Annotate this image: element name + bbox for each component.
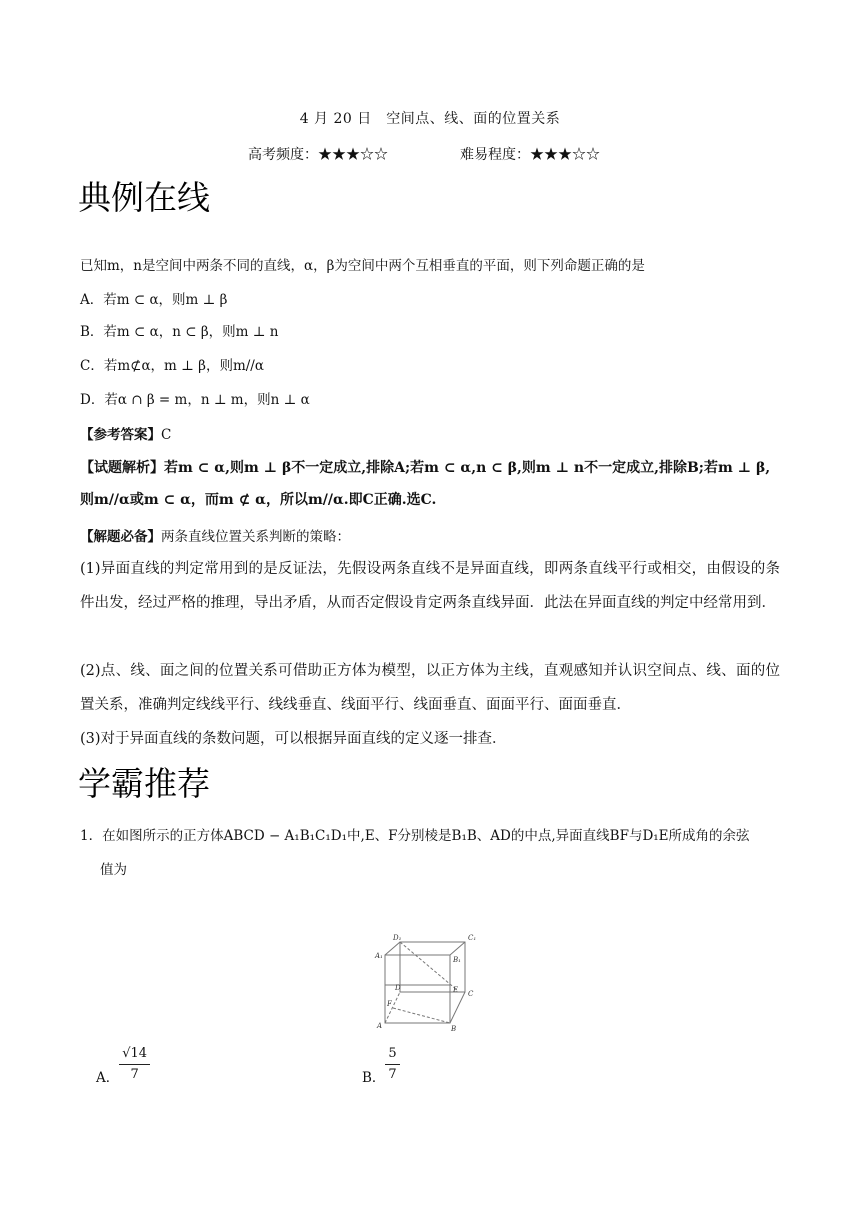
label-b: B <box>451 1025 457 1033</box>
method-point-1: (1)异面直线的判定常用到的是反证法，先假设两条直线不是异面直线，即两条直线平行或相交，由假设的条件出发，经过严格的推理，导出矛盾，从而否定假设肯定两条直线异面．此法在异面直线的判定中经常用到． <box>80 561 780 611</box>
choice-a <box>96 1044 150 1088</box>
cube-figure <box>365 930 495 1035</box>
option-b: B．若m ⊂ α，n ⊂ β，则m ⊥ n <box>80 324 279 340</box>
choice-b-label: B． <box>362 1070 386 1086</box>
analysis-line-1 <box>80 458 770 478</box>
option-d: D．若α ∩ β = m，n ⊥ m，则n ⊥ α <box>80 392 310 408</box>
choice-a-denominator: 7 <box>130 1067 139 1082</box>
choice-a-numerator: √14 <box>119 1044 150 1065</box>
label-f: F <box>387 1000 392 1008</box>
choice-a-label: A． <box>96 1070 120 1086</box>
choice-b-fraction <box>385 1044 399 1085</box>
label-c: C <box>468 990 474 998</box>
option-a: A．若m ⊂ α，则m ⊥ β <box>80 292 228 308</box>
exam-frequency: 高考频度：★★★☆☆ <box>248 147 388 163</box>
question-1-text: 1．在如图所示的正方体ABCD − A₁B₁C₁D₁中,E、F分别棱是B₁B、AD的中点,异面直线BF与D₁E所成角的余弦 <box>80 828 750 844</box>
question-1-text-cont: 值为 <box>100 862 127 878</box>
analysis-line-2: 则m//α或m ⊂ α，而m ⊄ α，所以m//α.即C正确.选C. <box>80 492 437 508</box>
answer-block <box>80 425 171 445</box>
choice-b-denominator: 7 <box>388 1067 397 1082</box>
label-a1: A₁ <box>375 952 383 960</box>
label-d1: D₁ <box>393 934 402 942</box>
answer-value: C <box>161 427 172 443</box>
option-c: C．若m⊄α，m ⊥ β，则m//α <box>80 358 264 374</box>
page-title: 4 月 20 日 空间点、线、面的位置关系 <box>299 111 561 127</box>
analysis-label: 【试题解析】 <box>80 460 164 476</box>
label-a: A <box>377 1022 383 1030</box>
analysis-text-1: 若m ⊂ α,则m ⊥ β不一定成立,排除A;若m ⊂ α,n ⊂ β,则m ⊥ n不一定成立,排除B;若m ⊥ β, <box>164 460 771 476</box>
section-heading-example: 典例在线 <box>78 178 210 217</box>
choice-b <box>362 1044 400 1088</box>
method-point-3: (3)对于异面直线的条数问题，可以根据异面直线的定义逐一排查． <box>80 731 507 747</box>
choice-a-fraction <box>119 1044 150 1085</box>
label-d: D <box>395 984 401 992</box>
method-block <box>80 527 350 547</box>
section-heading-recommend: 学霸推荐 <box>78 764 210 803</box>
method-point-2: (2)点、线、面之间的位置关系可借助正方体为模型，以正方体为主线，直观感知并认识空间点、线、面的位置关系，准确判定线线平行、线线垂直、线面平行、线面垂直、面面平行、面面垂直． <box>80 663 780 713</box>
label-e: E <box>453 986 459 994</box>
choice-b-numerator: 5 <box>385 1044 399 1065</box>
difficulty-level: 难易程度：★★★☆☆ <box>460 147 600 163</box>
method-intro: 两条直线位置关系判断的策略： <box>161 529 350 545</box>
question-stem: 已知m，n是空间中两条不同的直线，α，β为空间中两个互相垂直的平面，则下列命题正确的是 <box>80 258 645 274</box>
label-b1: B₁ <box>453 956 461 964</box>
method-label: 【解题必备】 <box>80 529 161 545</box>
answer-label: 【参考答案】 <box>80 427 161 443</box>
label-c1: C₁ <box>468 934 477 942</box>
